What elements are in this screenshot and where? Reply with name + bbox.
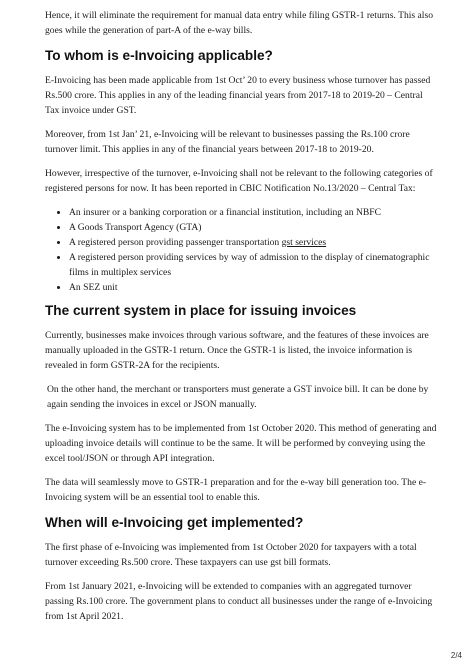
current-system-paragraph-4: The data will seamlessly move to GSTR-1 preparation and for the e-way bill generation too. The e-Invoicing system will be an essential tool to enable this. xyxy=(45,477,427,503)
intro-paragraph: Hence, it will eliminate the requirement for manual data entry while filing GSTR-1 returns. This also goes while the generation of part-A of the e-way bills. xyxy=(45,10,433,36)
current-system-paragraph-1: Currently, businesses make invoices through various software, and the features of these invoices are manually uploaded in the GSTR-1 return. Once the GSTR-1 is listed, the invoice information is revealed in form GSTR-2A for the recipients. xyxy=(45,330,429,371)
section-heading-current-system: The current system in place for issuing invoices xyxy=(45,303,357,318)
document-page xyxy=(45,8,437,633)
applicability-paragraph-1: E-Invoicing has been made applicable from 1st Oct’ 20 to every business whose turnover has passed Rs.500 crore. This applies in any of the leading financial years from 2017-18 to 2019-20 – Central Tax invoice under GST. xyxy=(45,75,431,116)
list-item: • A registered person providing services by way of admission to the display of cinematographic films in multiplex services xyxy=(69,250,437,280)
applicability-paragraph-3: However, irrespective of the turnover, e-Invoicing shall not be relevant to the following categories of registered persons for now. It has been reported in CBIC Notification No.13/2020 – Central Tax: xyxy=(45,168,433,194)
section-heading-applicability: To whom is e-Invoicing applicable? xyxy=(45,48,273,63)
applicability-paragraph-2: Moreover, from 1st Jan’ 21, e-Invoicing will be relevant to businesses passing the Rs.100 crore turnover limit. This applies in any of the financial years between 2017-18 to 2019-20. xyxy=(45,129,410,155)
page-number: 2/4 xyxy=(450,651,462,660)
list-item: • An insurer or a banking corporation or a financial institution, including an NBFC xyxy=(69,205,437,220)
implementation-paragraph-2: From 1st January 2021, e-Invoicing will be extended to companies with an aggregated turnover passing Rs.100 crore. The government plans to conduct all businesses under the range of e-Invoicing from 1st April 2021. xyxy=(45,581,433,622)
list-item: • A Goods Transport Agency (GTA) xyxy=(69,220,437,235)
list-item-text: A registered person providing passenger transportation xyxy=(69,237,282,248)
section-heading-implementation: When will e-Invoicing get implemented? xyxy=(45,515,304,530)
current-system-paragraph-3: The e-Invoicing system has to be implemented from 1st October 2020. This method of generating and uploading invoice details will continue to be the same. It will be performed by conveying using the excel tool/JSON or through API integration. xyxy=(45,423,437,464)
gst-services-link[interactable]: gst services xyxy=(281,237,327,248)
implementation-paragraph-1: The first phase of e-Invoicing was implemented from 1st October 2020 for taxpayers with a total turnover exceeding Rs.500 crore. These taxpayers can use gst bill formats. xyxy=(45,542,417,568)
exemption-list xyxy=(45,205,437,295)
list-item xyxy=(69,235,437,250)
current-system-paragraph-2: On the other hand, the merchant or transporters must generate a GST invoice bill. It can be done by again sending the invoices in excel or JSON manually. xyxy=(47,384,429,410)
list-item: • An SEZ unit xyxy=(69,280,437,295)
